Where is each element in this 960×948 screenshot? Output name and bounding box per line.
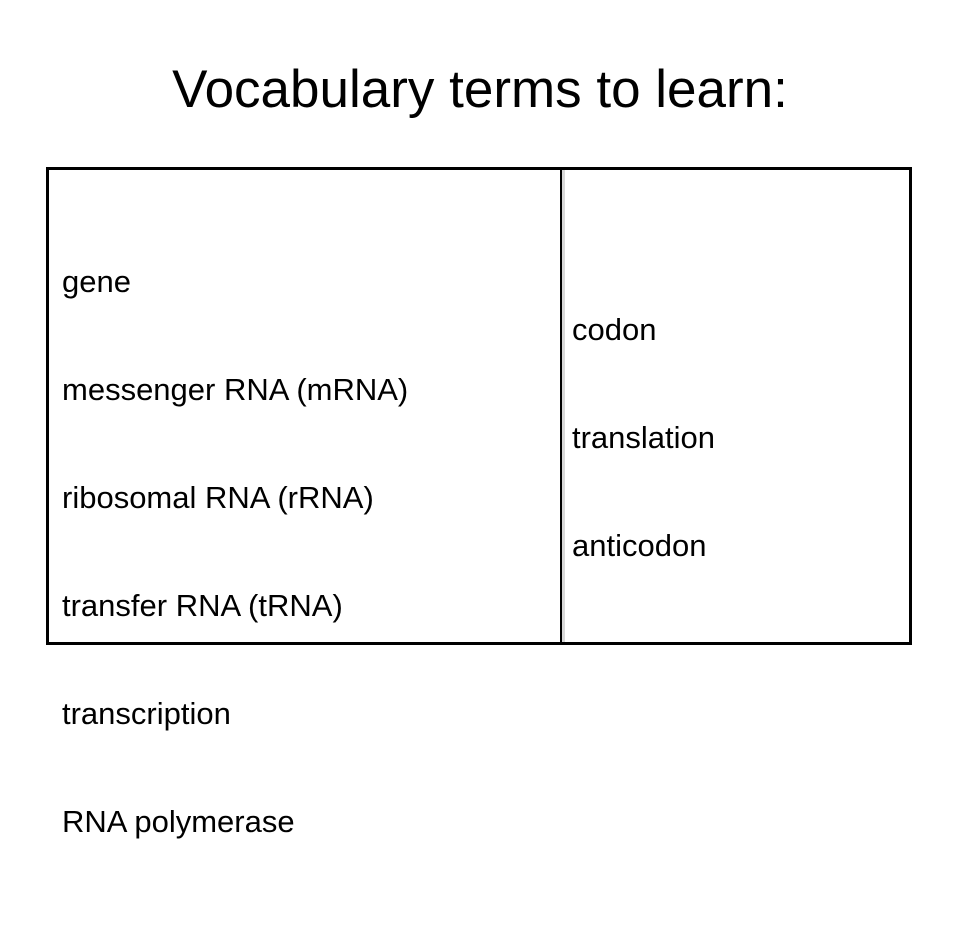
term-translation: translation: [572, 420, 716, 455]
term-ribosomal-rna: ribosomal RNA (rRNA): [62, 480, 374, 515]
vocabulary-column-right: [562, 170, 909, 642]
term-gene: gene: [62, 264, 131, 299]
term-transfer-rna: transfer RNA (tRNA): [62, 588, 343, 623]
term-rna-polymerase: RNA polymerase: [62, 804, 295, 839]
vocabulary-column-left: [49, 170, 562, 839]
term-codon: codon: [572, 312, 657, 347]
slide-title: Vocabulary terms to learn:: [172, 60, 788, 119]
term-anticodon: anticodon: [572, 528, 707, 563]
term-transcription: transcription: [62, 696, 231, 731]
vocabulary-table: [46, 167, 912, 839]
term-messenger-rna: messenger RNA (mRNA): [62, 372, 409, 407]
